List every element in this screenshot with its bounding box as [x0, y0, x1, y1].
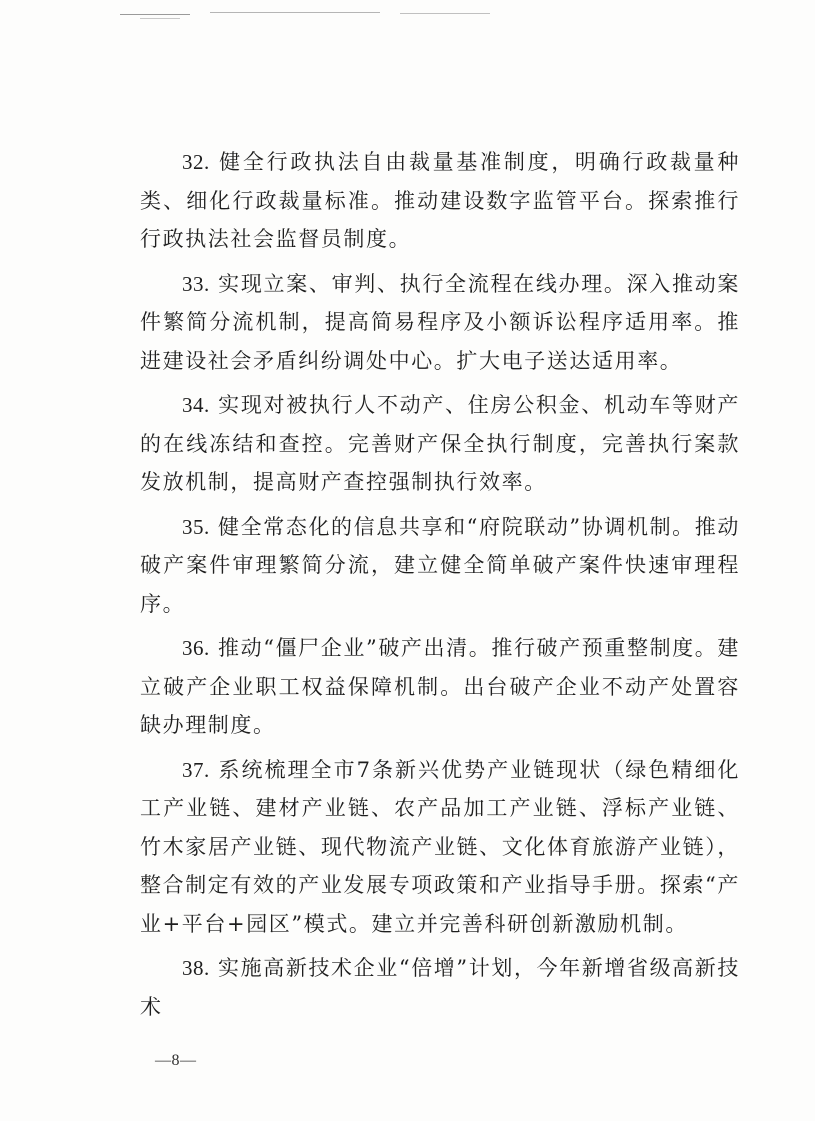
paragraph-text: 推动“僵尸企业”破产出清。推行破产预重整制度。建立破产企业职工权益保障机制。出台破产企业不动产处置容缺办理制度。 — [140, 636, 740, 737]
paragraph-text: 健全常态化的信息共享和“府院联动”协调机制。推动破产案件审理繁简分流，建立健全简单破产案件快速审理程序。 — [140, 514, 740, 616]
scan-artifact-line — [210, 12, 380, 13]
paragraph-number: 38. — [182, 956, 210, 980]
paragraph-number: 35. — [182, 514, 210, 539]
paragraph-text: 实施高新技术企业“倍增”计划，今年新增省级高新技术 — [140, 956, 740, 1019]
page-number: —8— — [155, 1052, 197, 1069]
scan-artifact-line — [400, 13, 490, 14]
paragraph-38 — [140, 949, 740, 1026]
paragraph-36 — [140, 629, 740, 745]
paragraph-33 — [140, 265, 740, 381]
paragraph-number: 32. — [182, 150, 210, 174]
paragraph-32 — [140, 143, 740, 259]
paragraph-text: 实现对被执行人不动产、住房公积金、机动车等财产的在线冻结和查控。完善财产保全执行制度，完善执行案款发放机制，提高财产查控强制执行效率。 — [140, 393, 740, 494]
paragraph-number: 37. — [182, 757, 210, 782]
scan-artifact-line — [140, 18, 180, 19]
paragraph-text: 实现立案、审判、执行全流程在线办理。深入推动案件繁简分流机制，提高简易程序及小额诉讼程序适用率。推进建设社会矛盾纠纷调处中心。扩大电子送达适用率。 — [140, 271, 740, 373]
paragraph-number: 33. — [182, 271, 210, 296]
document-body — [140, 143, 740, 1032]
paragraph-34 — [140, 386, 740, 502]
paragraph-number: 34. — [182, 393, 210, 417]
paragraph-35 — [140, 508, 740, 624]
paragraph-text: 系统梳理全市7条新兴优势产业链现状（绿色精细化工产业链、建材产业链、农产品加工产业链、浮标产业链、竹木家居产业链、现代物流产业链、文化体育旅游产业链），整合制定有效的产业发展专项政策和产业指导手册。探索“产业+平台+园区”模式。建立并完善科研创新激励机制。 — [140, 757, 740, 936]
scan-artifact-line — [120, 14, 190, 15]
paragraph-text: 健全行政执法自由裁量基准制度，明确行政裁量种类、细化行政裁量标准。推动建设数字监管平台。探索推行行政执法社会监督员制度。 — [140, 150, 740, 251]
paragraph-37 — [140, 751, 740, 944]
paragraph-number: 36. — [182, 636, 210, 660]
